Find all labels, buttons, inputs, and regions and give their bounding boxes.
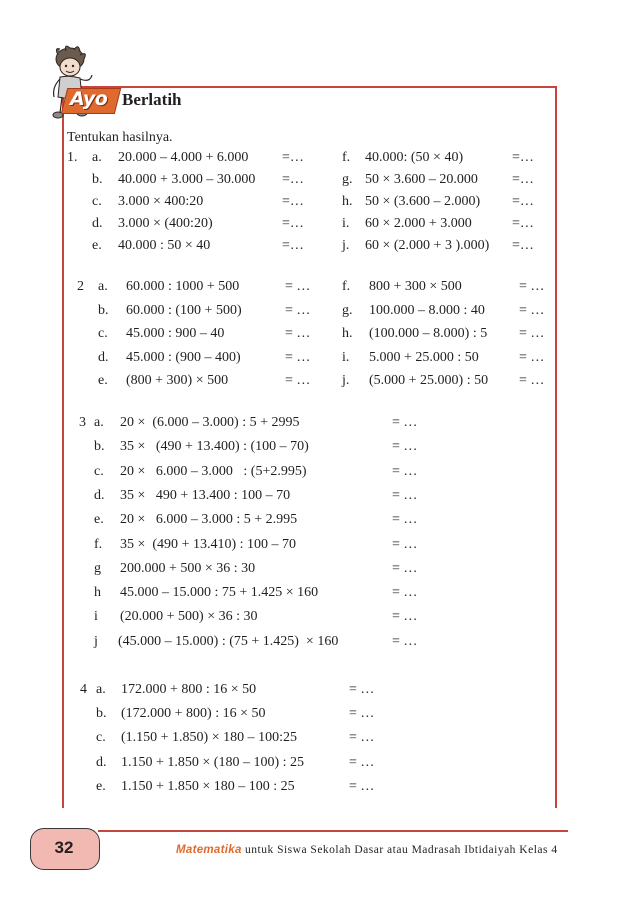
item-answer-blank: = … bbox=[519, 373, 545, 388]
item-label: h. bbox=[342, 194, 353, 209]
item-label: g. bbox=[342, 172, 353, 187]
item-label: e. bbox=[98, 373, 108, 388]
item-answer-blank: = … bbox=[349, 778, 375, 794]
item-expression: 3.000 × (400:20) bbox=[118, 216, 213, 231]
item-answer-blank: = … bbox=[285, 373, 311, 388]
item-label: j. bbox=[342, 373, 350, 388]
item-label: d. bbox=[96, 754, 107, 770]
item-answer-blank: = … bbox=[392, 512, 418, 528]
item-label: i. bbox=[342, 349, 350, 365]
page-number: 32 bbox=[54, 838, 74, 857]
item-answer-blank: = … bbox=[519, 326, 545, 341]
item-answer-blank: =… bbox=[512, 194, 534, 209]
item-answer-blank: = … bbox=[392, 633, 418, 649]
item-answer-blank: =… bbox=[282, 194, 304, 209]
item-answer-blank: = … bbox=[285, 326, 311, 341]
item-label: f. bbox=[342, 279, 351, 294]
item-expression: (1.150 + 1.850) × 180 – 100:25 bbox=[121, 730, 298, 746]
item-label: a. bbox=[98, 279, 108, 294]
item-expression: (5.000 + 25.000) : 50 bbox=[369, 373, 489, 388]
item-answer-blank: = … bbox=[392, 560, 418, 576]
item-expression: 60.000 : (100 + 500) bbox=[126, 302, 242, 318]
item-expression: 40.000 + 3.000 – 30.000 bbox=[118, 172, 256, 187]
item-label: e. bbox=[96, 778, 106, 794]
item-expression: 100.000 – 8.000 : 40 bbox=[369, 302, 485, 318]
section-3-number: 3 bbox=[79, 415, 86, 430]
item-expression: (45.000 – 15.000) : (75 + 1.425) × 160 bbox=[118, 633, 339, 649]
item-expression: 40.000 : 50 × 40 bbox=[118, 238, 211, 253]
item-answer-blank: = … bbox=[349, 682, 375, 697]
item-answer-blank: =… bbox=[512, 238, 534, 253]
section-title: Berlatih bbox=[122, 90, 182, 109]
item-answer-blank: = … bbox=[349, 706, 375, 722]
item-expression: 45.000 : 900 – 40 bbox=[126, 326, 225, 341]
item-label: b. bbox=[92, 172, 103, 187]
item-expression: 172.000 + 800 : 16 × 50 bbox=[121, 682, 257, 697]
item-label: d. bbox=[94, 487, 105, 503]
item-label: g bbox=[94, 560, 101, 576]
item-answer-blank: = … bbox=[392, 536, 418, 552]
item-expression: 1.150 + 1.850 × (180 – 100) : 25 bbox=[121, 754, 305, 770]
item-label: d. bbox=[92, 216, 103, 231]
item-answer-blank: =… bbox=[282, 238, 304, 253]
item-expression: 60 × 2.000 + 3.000 bbox=[365, 216, 472, 231]
footer-brand: Matematika bbox=[176, 844, 242, 856]
item-label: f. bbox=[94, 536, 103, 552]
item-expression: 35 × (490 + 13.410) : 100 – 70 bbox=[120, 536, 297, 552]
item-expression: (172.000 + 800) : 16 × 50 bbox=[121, 706, 266, 722]
item-expression: 20 × 6.000 – 3.000 : 5 + 2.995 bbox=[120, 512, 298, 528]
item-answer-blank: = … bbox=[285, 279, 311, 294]
item-expression: 60 × (2.000 + 3 ).000) bbox=[365, 238, 490, 253]
item-label: a. bbox=[94, 415, 104, 430]
item-answer-blank: = … bbox=[392, 415, 418, 430]
item-expression: 3.000 × 400:20 bbox=[118, 194, 204, 209]
item-label: f. bbox=[342, 150, 351, 165]
item-label: i bbox=[94, 609, 98, 625]
item-answer-blank: = … bbox=[285, 302, 311, 318]
item-answer-blank: = … bbox=[349, 730, 375, 746]
item-expression: 35 × 490 + 13.400 : 100 – 70 bbox=[120, 487, 291, 503]
item-label: c. bbox=[96, 730, 106, 746]
item-answer-blank: = … bbox=[285, 349, 311, 365]
item-expression: (100.000 – 8.000) : 5 bbox=[369, 326, 488, 341]
item-expression: 60.000 : 1000 + 500 bbox=[126, 279, 240, 294]
item-answer-blank: =… bbox=[512, 150, 534, 165]
item-label: b. bbox=[94, 439, 105, 455]
ayo-badge-text: Ayo bbox=[70, 88, 108, 110]
item-label: i. bbox=[342, 216, 350, 231]
item-answer-blank: =… bbox=[282, 172, 304, 187]
item-label: c. bbox=[94, 463, 104, 479]
item-answer-blank: =… bbox=[282, 216, 304, 231]
item-expression: 45.000 : (900 – 400) bbox=[126, 349, 241, 365]
item-label: h. bbox=[342, 326, 353, 341]
item-answer-blank: =… bbox=[282, 150, 304, 165]
item-expression: 50 × 3.600 – 20.000 bbox=[365, 172, 478, 187]
item-expression: 20 × 6.000 – 3.000 : (5+2.995) bbox=[120, 463, 307, 479]
item-answer-blank: = … bbox=[519, 302, 545, 318]
item-answer-blank: =… bbox=[512, 216, 534, 231]
item-label: h bbox=[94, 585, 101, 601]
item-answer-blank: = … bbox=[349, 754, 375, 770]
item-label: e. bbox=[94, 512, 104, 528]
item-label: a. bbox=[92, 150, 102, 165]
item-answer-blank: = … bbox=[519, 349, 545, 365]
item-expression: 35 × (490 + 13.400) : (100 – 70) bbox=[120, 439, 309, 455]
footer-rule bbox=[98, 830, 568, 832]
item-label: c. bbox=[98, 326, 108, 341]
section-1-number: 1. bbox=[67, 150, 78, 165]
item-label: a. bbox=[96, 682, 106, 697]
section-2-number: 2 bbox=[77, 279, 84, 294]
item-expression: (20.000 + 500) × 36 : 30 bbox=[120, 609, 258, 625]
item-expression: 800 + 300 × 500 bbox=[369, 279, 462, 294]
section-4-number: 4 bbox=[80, 682, 87, 697]
instruction: Tentukan hasilnya. bbox=[67, 130, 173, 145]
item-answer-blank: = … bbox=[519, 279, 545, 294]
item-expression: 20 × (6.000 – 3.000) : 5 + 2995 bbox=[120, 415, 300, 430]
item-label: b. bbox=[96, 706, 107, 722]
item-expression: 40.000: (50 × 40) bbox=[365, 150, 464, 165]
item-answer-blank: =… bbox=[512, 172, 534, 187]
item-answer-blank: = … bbox=[392, 487, 418, 503]
item-answer-blank: = … bbox=[392, 463, 418, 479]
item-expression: (800 + 300) × 500 bbox=[126, 373, 229, 388]
item-label: e. bbox=[92, 238, 102, 253]
footer-subtitle: untuk Siswa Sekolah Dasar atau Madrasah Ibtidaiyah Kelas 4 bbox=[241, 844, 558, 856]
item-expression: 200.000 + 500 × 36 : 30 bbox=[120, 560, 256, 576]
item-label: b. bbox=[98, 302, 109, 318]
footer-caption bbox=[176, 844, 558, 856]
item-expression: 20.000 – 4.000 + 6.000 bbox=[118, 150, 249, 165]
item-answer-blank: = … bbox=[392, 609, 418, 625]
item-expression: 45.000 – 15.000 : 75 + 1.425 × 160 bbox=[120, 585, 319, 601]
item-label: c. bbox=[92, 194, 102, 209]
item-expression: 50 × (3.600 – 2.000) bbox=[365, 194, 481, 209]
item-answer-blank: = … bbox=[392, 585, 418, 601]
item-expression: 5.000 + 25.000 : 50 bbox=[369, 349, 479, 365]
item-label: j bbox=[94, 633, 98, 649]
item-expression: 1.150 + 1.850 × 180 – 100 : 25 bbox=[121, 778, 295, 794]
item-label: d. bbox=[98, 349, 109, 365]
item-label: g. bbox=[342, 302, 353, 318]
item-label: j. bbox=[342, 238, 350, 253]
item-answer-blank: = … bbox=[392, 439, 418, 455]
